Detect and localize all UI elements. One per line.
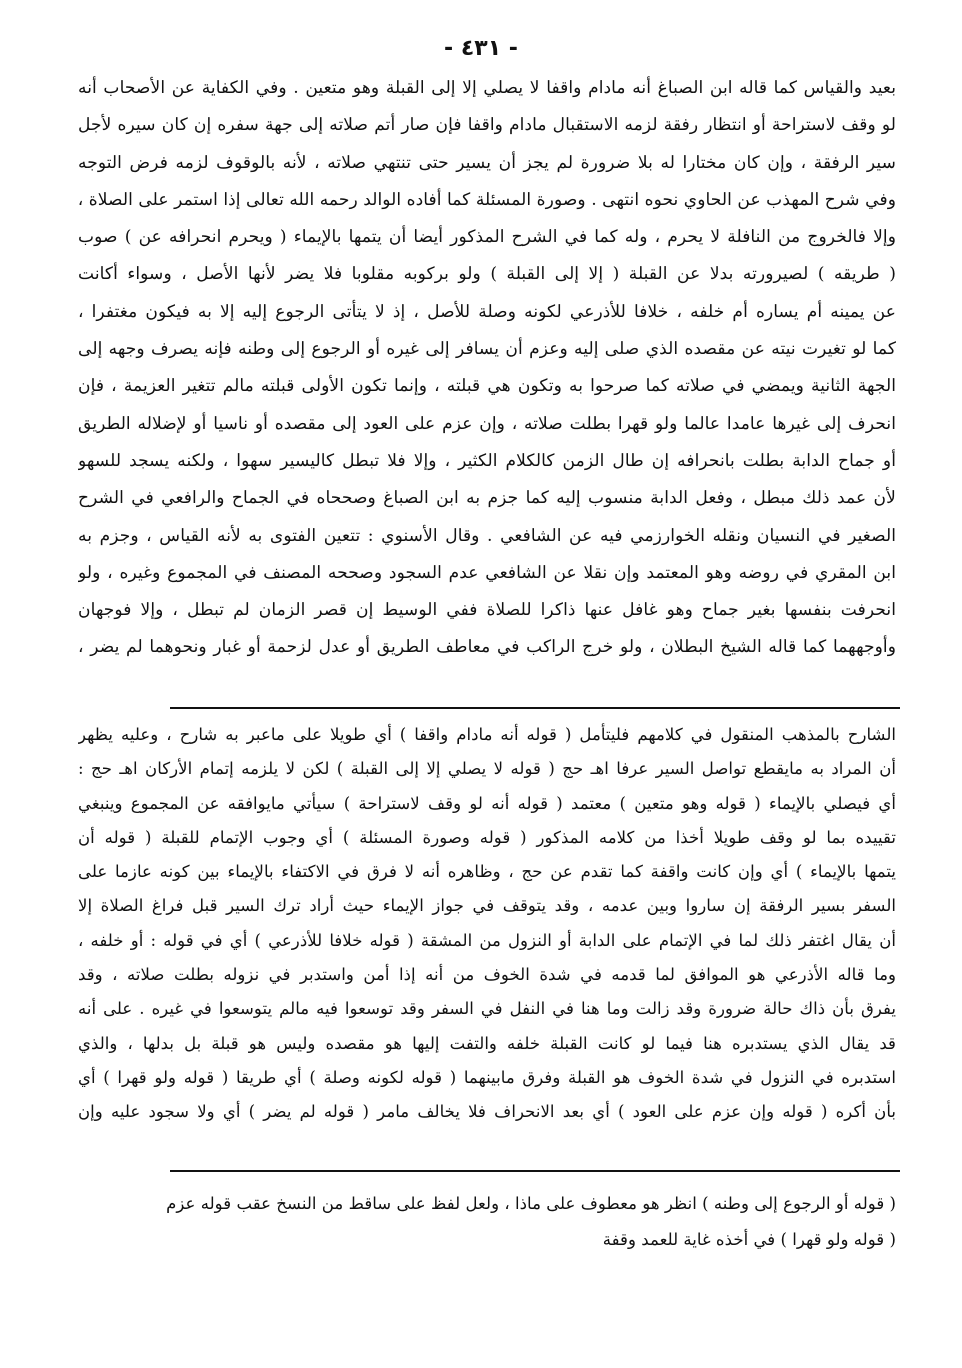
main-text-line: وأوجههما كما قاله الشيخ البطلان ، ولو خرج الراكب في معاطف الطريق أو عدل لزحمة أو غبار ونحوهما لم يضر ، <box>78 637 896 658</box>
note-line: ( قوله ولو قهرا ) في أخذه غاية للعمد وقفة <box>602 1230 896 1249</box>
main-text-line: وفي شرح المهذب عن الحاوي نحوه انتهى . وصورة المسئلة كما أفاده الوالد رحمه الله تعالى إذا استمر على الصلاة ، <box>78 189 896 210</box>
notes-block <box>78 1186 896 1258</box>
main-text-line: سير الرفقة ، وإن كان مختارا له بلا ضرورة لم يجز أن يسير حتى تنتهي صلاته ، لأنه بالوقوف لزمه فرض التوجه <box>78 152 896 173</box>
main-text-line: بعيد والقياس كما قاله ابن الصباغ أنه مادام واقفا لا يصلي إلا إلى القبلة وهو متعين . وفي الكفاية عن الأصحاب أنه <box>78 78 896 98</box>
page-number: - ٤٣١ - <box>444 36 518 61</box>
main-text-line: انحرفت بنفسها بغير جماح وهو غافل عنها ذاكرا للصلاة ففي الوسيط إن قصر الزمان لم تبطل ، وإلا فوجهان <box>78 600 896 621</box>
main-text-line: لو وقف لاستراحة أو انتظار رفقة لزمه الاستقبال مادام واقفا فإن صار أتم صلاته إلى جهة سفره إن كان سيره لأجل <box>78 115 896 136</box>
commentary-line: أن يقال اغتفر ذلك لما في الإتمام على الدابة أو النزول من المشقة ( قوله خلافا للأذرعي ) أي في قوله : أو خلفه ، <box>78 930 896 950</box>
commentary-line: يفرق بأن ذاك حالة ضرورة وقد زالت وما هنا في النفل في السفر وقد توسعوا فيه مالم يتوسعوا في غيره . على أنه <box>78 999 896 1019</box>
main-text-block <box>78 70 896 667</box>
commentary-line: وما قاله الأذرعي هو الموافق لما قدمه في شدة الخوف من أنه إذا أمن واستدبر في نزوله بطلت صلاته ، وقد <box>78 965 896 985</box>
note-line: ( قوله أو الرجوع إلى وطنه ) انظر هو معطوف على ماذا ، ولعل لفظ على ساقط من النسخ عقب قوله عزم <box>166 1194 896 1213</box>
main-text-line: ( طريقه ) لصيرورته بدلا عن القبلة ( إلا إلى القبلة ) ولو بركوبه مقلوبا فلا يضر لأنها الأصل ، وسواء أكانت <box>78 264 896 285</box>
main-text-line: الجهة الثانية ويمضي في صلاته كما صرحوا به وتكون هي قبلته ، وإنما تكون الأولى قبلته مالم تتغير العزيمة ، فإن <box>78 376 896 397</box>
separator-rule <box>170 707 900 709</box>
commentary-line: قد يقال الذي يستدبره هنا فيما لو كانت القبلة خلفه والتفت إليها هو مقصده وليس هو قبلة بل بدلها ، والذي <box>78 1033 896 1053</box>
commentary-line: أي فيصلي بالإيماء ( قوله وهو متعين ) معتمد ( قوله أنه لو وقف لاستراحة ) سيأتي مايوافقه عن المجموع وينبغي <box>78 793 896 813</box>
commentary-line: تقييده بما لو وقف طويلا أخذا من كلامه المذكور ( قوله وصورة المسئلة ) أي وجوب الإتمام للقبلة ( قوله أن <box>78 827 896 847</box>
main-text-line: انحرف إلى غيرها عامدا عالما ولو قهرا بطلت صلاته ، وإن عزم على العود إلى مقصده أو ناسيا أو لإضلاله الطريق <box>78 413 896 434</box>
commentary-line: أن المراد به مايقطع تواصل السير عرفا اهـ حج ( قوله لا يصلي إلا إلى القبلة ) لكن لا يلزمه إتمام الأركان اهـ حج : <box>78 759 896 779</box>
commentary-line: بأن أكره ( قوله وإن عزم على العود ) أي بعد الانحراف فلا يخالف مامر ( قوله لم يضر ) أي ولا سجود عليه وإن <box>78 1102 896 1122</box>
commentary-block <box>78 718 896 1130</box>
main-text-line: أو جماح الدابة بطلت بانحرافه إن طال الزمن كالكلام الكثير ، وإلا فلا تبطل كاليسير سهوا ، ولكنه يسجد للسهو <box>78 450 896 471</box>
main-text-line: كما لو تغيرت نيته عن مقصده الذي صلى إليه وعزم أن يسافر إلى غيره أو الرجوع إلى وطنه فإنه يصرف وجهه إلى <box>78 339 896 360</box>
main-text-line: الصغير في النسيان ونقله الخوارزمي فيه عن الشافعي . وقال الأسنوي : تتعين الفتوى به لأنه القياس ، وجزم به <box>78 525 896 546</box>
main-text-line: وإلا فالخروج من النافلة لا يحرم ، وله كما في الشرح المذكور أيضا أن يتمها بالإيماء ( ويحرم انحرافه عن ) صوب <box>78 227 896 248</box>
main-text-line: لأن عمد ذلك مبطل ، وفعل الدابة منسوب إليه كما جزم به ابن الصباغ وصححاه في الجماح والرافعي في الشرح <box>78 488 896 509</box>
commentary-line: الشارح بالمذهب المنقول في كلامهم فليتأمل ( قوله أنه مادام واقفا ) أي طويلا على ماعبر به شارح ، وعليه يظهر <box>78 725 896 744</box>
separator-rule <box>170 1170 900 1172</box>
main-text-line: ابن المقري في روضه وهو المعتمد وإن نقلا عن الشافعي عدم السجود وصححه المصنف في المجموع وغيره ، ولو <box>78 562 896 583</box>
main-text-line: عن يمينه أم يساره أم خلفه ، خلافا للأذرعي لكونه وصلة للأصل ، إذ لا يتأتى الرجوع إليه إلا به فيكون مغتفرا ، <box>78 301 896 322</box>
commentary-line: استدبره في النزول في شدة الخوف هو القبلة وفرق مابينهما ( قوله لكونه وصلة ) أي طريقا ( قوله ولو قهرا ) أي <box>78 1067 896 1087</box>
commentary-line: يتمها بالإيماء ) أي وإن كانت واقفة كما تقدم عن حج ، وظاهره أنه لا فرق في الاكتفاء بالإيماء بين كونه عازما على <box>78 862 896 882</box>
commentary-line: السفر بسير الرفقة إن ساروا وبين عدمه ، وقد يتوقف في جواز الإيماء حيث أراد ترك السير قبل فراغ الصلاة إلا <box>78 896 896 916</box>
